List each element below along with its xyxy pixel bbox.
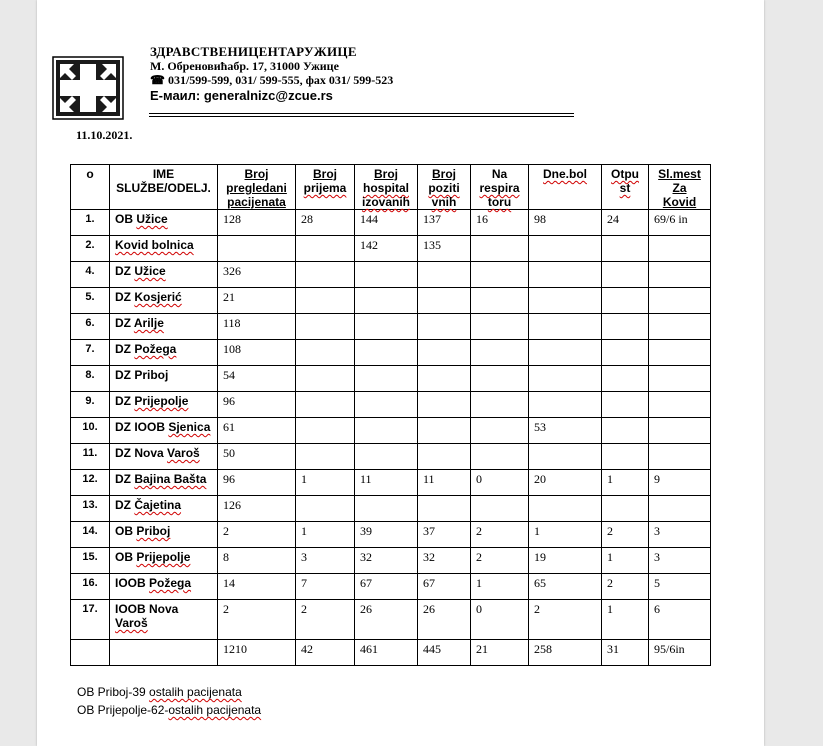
table-cell [418,496,471,522]
table-cell: 2 [529,600,602,640]
table-cell: 21 [471,640,529,666]
table-cell [649,262,711,288]
table-cell: 5 [649,574,711,600]
service-name: OB Užice [110,210,218,236]
row-number: 6. [71,314,110,340]
table-cell: 96 [218,392,296,418]
table-cell: 1210 [218,640,296,666]
column-header: IME SLUŽBE/ODELJ. [110,165,218,210]
table-cell [471,262,529,288]
table-cell: 2 [218,600,296,640]
table-cell: 65 [529,574,602,600]
table-cell: 1 [296,522,355,548]
table-cell [471,392,529,418]
table-cell: 3 [649,548,711,574]
table-cell [649,288,711,314]
table-row [71,210,711,236]
report-table [70,164,711,666]
service-name: DZ Priboj [110,366,218,392]
table-cell: 2 [296,600,355,640]
row-number: 16. [71,574,110,600]
table-cell [355,262,418,288]
table-cell: 14 [218,574,296,600]
column-header: Broj poziti vnih [418,165,471,210]
organization-email: Е-маил: generalnizc@zcue.rs [150,88,333,103]
service-name: Kovid bolnica [110,236,218,262]
table-cell [418,392,471,418]
table-cell [602,366,649,392]
table-cell [355,444,418,470]
table-cell [296,340,355,366]
row-number: 10. [71,418,110,444]
table-cell [471,496,529,522]
table-cell: 2 [218,522,296,548]
table-cell: 3 [296,548,355,574]
row-number: 9. [71,392,110,418]
table-cell [296,496,355,522]
table-cell [296,262,355,288]
row-number: 17. [71,600,110,640]
table-cell: 69/6 in [649,210,711,236]
table-cell [471,288,529,314]
service-name: OB Priboj [110,522,218,548]
table-cell [471,314,529,340]
table-cell: 128 [218,210,296,236]
table-row [71,444,711,470]
column-header: Sl.mest Za Kovid [649,165,711,210]
table-cell [296,236,355,262]
table-row [71,314,711,340]
table-cell [529,262,602,288]
table-cell [649,418,711,444]
table-cell [649,236,711,262]
table-cell: 7 [296,574,355,600]
table-cell [418,444,471,470]
table-cell [649,340,711,366]
table-cell: 11 [355,470,418,496]
table-cell: 1 [529,522,602,548]
table-cell: 0 [471,470,529,496]
service-name: DZ IOOB Sjenica [110,418,218,444]
column-header: Dne.bol [529,165,602,210]
table-cell: 54 [218,366,296,392]
service-name: DZ Kosjerić [110,288,218,314]
health-center-logo [52,56,124,120]
service-name: OB Prijepolje [110,548,218,574]
table-cell [418,314,471,340]
table-cell [355,496,418,522]
table-cell [602,496,649,522]
table-cell [649,314,711,340]
table-cell [602,418,649,444]
row-number: 13. [71,496,110,522]
row-number: 5. [71,288,110,314]
table-cell [529,392,602,418]
table-cell: 37 [418,522,471,548]
table-cell: 26 [418,600,471,640]
table-cell: 67 [418,574,471,600]
table-cell: 20 [529,470,602,496]
organization-address: М. Обреновићабр. 17, 31000 Ужице [150,59,339,73]
table-cell [602,262,649,288]
table-cell [602,288,649,314]
table-cell [296,314,355,340]
table-cell [355,314,418,340]
table-cell: 142 [355,236,418,262]
table-row [71,366,711,392]
table-cell: 24 [602,210,649,236]
service-name: DZ Nova Varoš [110,444,218,470]
table-cell [296,392,355,418]
service-name: DZ Bajina Bašta [110,470,218,496]
table-cell: 1 [296,470,355,496]
table-row [71,640,711,666]
table-cell [471,418,529,444]
service-name: DZ Čajetina [110,496,218,522]
table-cell [418,262,471,288]
table-row [71,392,711,418]
table-row [71,340,711,366]
table-cell [649,392,711,418]
table-cell [355,288,418,314]
service-name: DZ Užice [110,262,218,288]
table-cell: 3 [649,522,711,548]
header-divider [149,113,574,114]
table-cell: 445 [418,640,471,666]
table-cell: 2 [471,548,529,574]
table-cell: 108 [218,340,296,366]
table-cell: 144 [355,210,418,236]
table-row [71,418,711,444]
table-cell [355,418,418,444]
table-cell: 95/6in [649,640,711,666]
table-cell: 258 [529,640,602,666]
table-row [71,288,711,314]
table-cell: 32 [418,548,471,574]
table-cell [602,314,649,340]
table-cell: 326 [218,262,296,288]
table-cell [296,288,355,314]
table-cell [602,236,649,262]
table-row [71,236,711,262]
table-cell: 126 [218,496,296,522]
column-header: Na respira toru [471,165,529,210]
table-cell: 1 [602,470,649,496]
column-header: Broj pregledani pacijenata [218,165,296,210]
row-number: 7. [71,340,110,366]
column-header: o [71,165,110,210]
footnote: OB Priboj-39 ostalih pacijenata [77,685,242,699]
table-cell [418,418,471,444]
table-cell: 39 [355,522,418,548]
table-cell: 461 [355,640,418,666]
column-header: Broj hospital izovanih [355,165,418,210]
service-name: DZ Požega [110,340,218,366]
row-number: 11. [71,444,110,470]
table-cell: 6 [649,600,711,640]
table-cell: 42 [296,640,355,666]
table-cell: 96 [218,470,296,496]
table-cell [529,496,602,522]
table-cell: 1 [602,548,649,574]
table-cell [471,366,529,392]
table-cell: 118 [218,314,296,340]
table-cell [296,366,355,392]
table-cell: 8 [218,548,296,574]
column-header: Otpu st [602,165,649,210]
table-cell: 53 [529,418,602,444]
footnote: OB Prijepolje-62-ostalih pacijenata [77,703,262,717]
table-cell [649,444,711,470]
phone-icon: ☎ [150,73,165,87]
table-row [71,262,711,288]
table-cell: 21 [218,288,296,314]
table-cell [602,340,649,366]
row-number: 8. [71,366,110,392]
table-row [71,574,711,600]
table-cell [355,366,418,392]
row-number: 14. [71,522,110,548]
table-cell [529,236,602,262]
table-cell: 2 [471,522,529,548]
service-name: DZ Prijepolje [110,392,218,418]
table-cell: 1 [602,600,649,640]
row-number: 15. [71,548,110,574]
table-row [71,496,711,522]
table-cell: 28 [296,210,355,236]
table-cell [529,340,602,366]
table-cell [218,236,296,262]
table-cell: 19 [529,548,602,574]
table-cell [355,392,418,418]
table-cell: 61 [218,418,296,444]
service-name: IOOB Požega [110,574,218,600]
table-cell [602,444,649,470]
row-number: 2. [71,236,110,262]
table-cell: 50 [218,444,296,470]
organization-phone: ☎ 031/599-599, 031/ 599-555, фах 031/ 599-523 [150,73,394,87]
table-cell: 26 [355,600,418,640]
organization-name: ЗДРАВСТВЕНИЦЕНТАРУЖИЦЕ [150,44,357,59]
table-cell: 31 [602,640,649,666]
table-header-row [71,165,711,210]
table-cell: 11 [418,470,471,496]
table-cell [418,288,471,314]
column-header: Broj prijema [296,165,355,210]
letterhead [150,44,393,104]
table-cell [471,444,529,470]
document-page [37,0,764,746]
table-row [71,548,711,574]
table-cell: 2 [602,522,649,548]
table-cell [529,366,602,392]
table-cell [296,418,355,444]
table-cell: 67 [355,574,418,600]
table-cell: 137 [418,210,471,236]
header-divider [149,116,574,117]
table-cell [355,340,418,366]
table-cell [529,444,602,470]
table-cell [418,340,471,366]
table-cell: 1 [471,574,529,600]
table-cell [296,444,355,470]
table-cell: 0 [471,600,529,640]
table-cell [529,314,602,340]
table-cell [471,236,529,262]
table-row [71,470,711,496]
table-cell: 9 [649,470,711,496]
row-number: 12. [71,470,110,496]
row-number: 1. [71,210,110,236]
row-number [71,640,110,666]
table-row [71,522,711,548]
row-number: 4. [71,262,110,288]
table-row [71,600,711,640]
table-cell: 98 [529,210,602,236]
table-cell [529,288,602,314]
table-cell: 2 [602,574,649,600]
service-name: IOOB Nova Varoš [110,600,218,640]
table-cell: 32 [355,548,418,574]
table-cell [471,340,529,366]
service-name [110,640,218,666]
table-cell [418,366,471,392]
table-cell [649,366,711,392]
service-name: DZ Arilje [110,314,218,340]
table-cell: 16 [471,210,529,236]
table-cell: 135 [418,236,471,262]
table-cell [602,392,649,418]
report-date: 11.10.2021. [76,128,133,142]
table-cell [649,496,711,522]
